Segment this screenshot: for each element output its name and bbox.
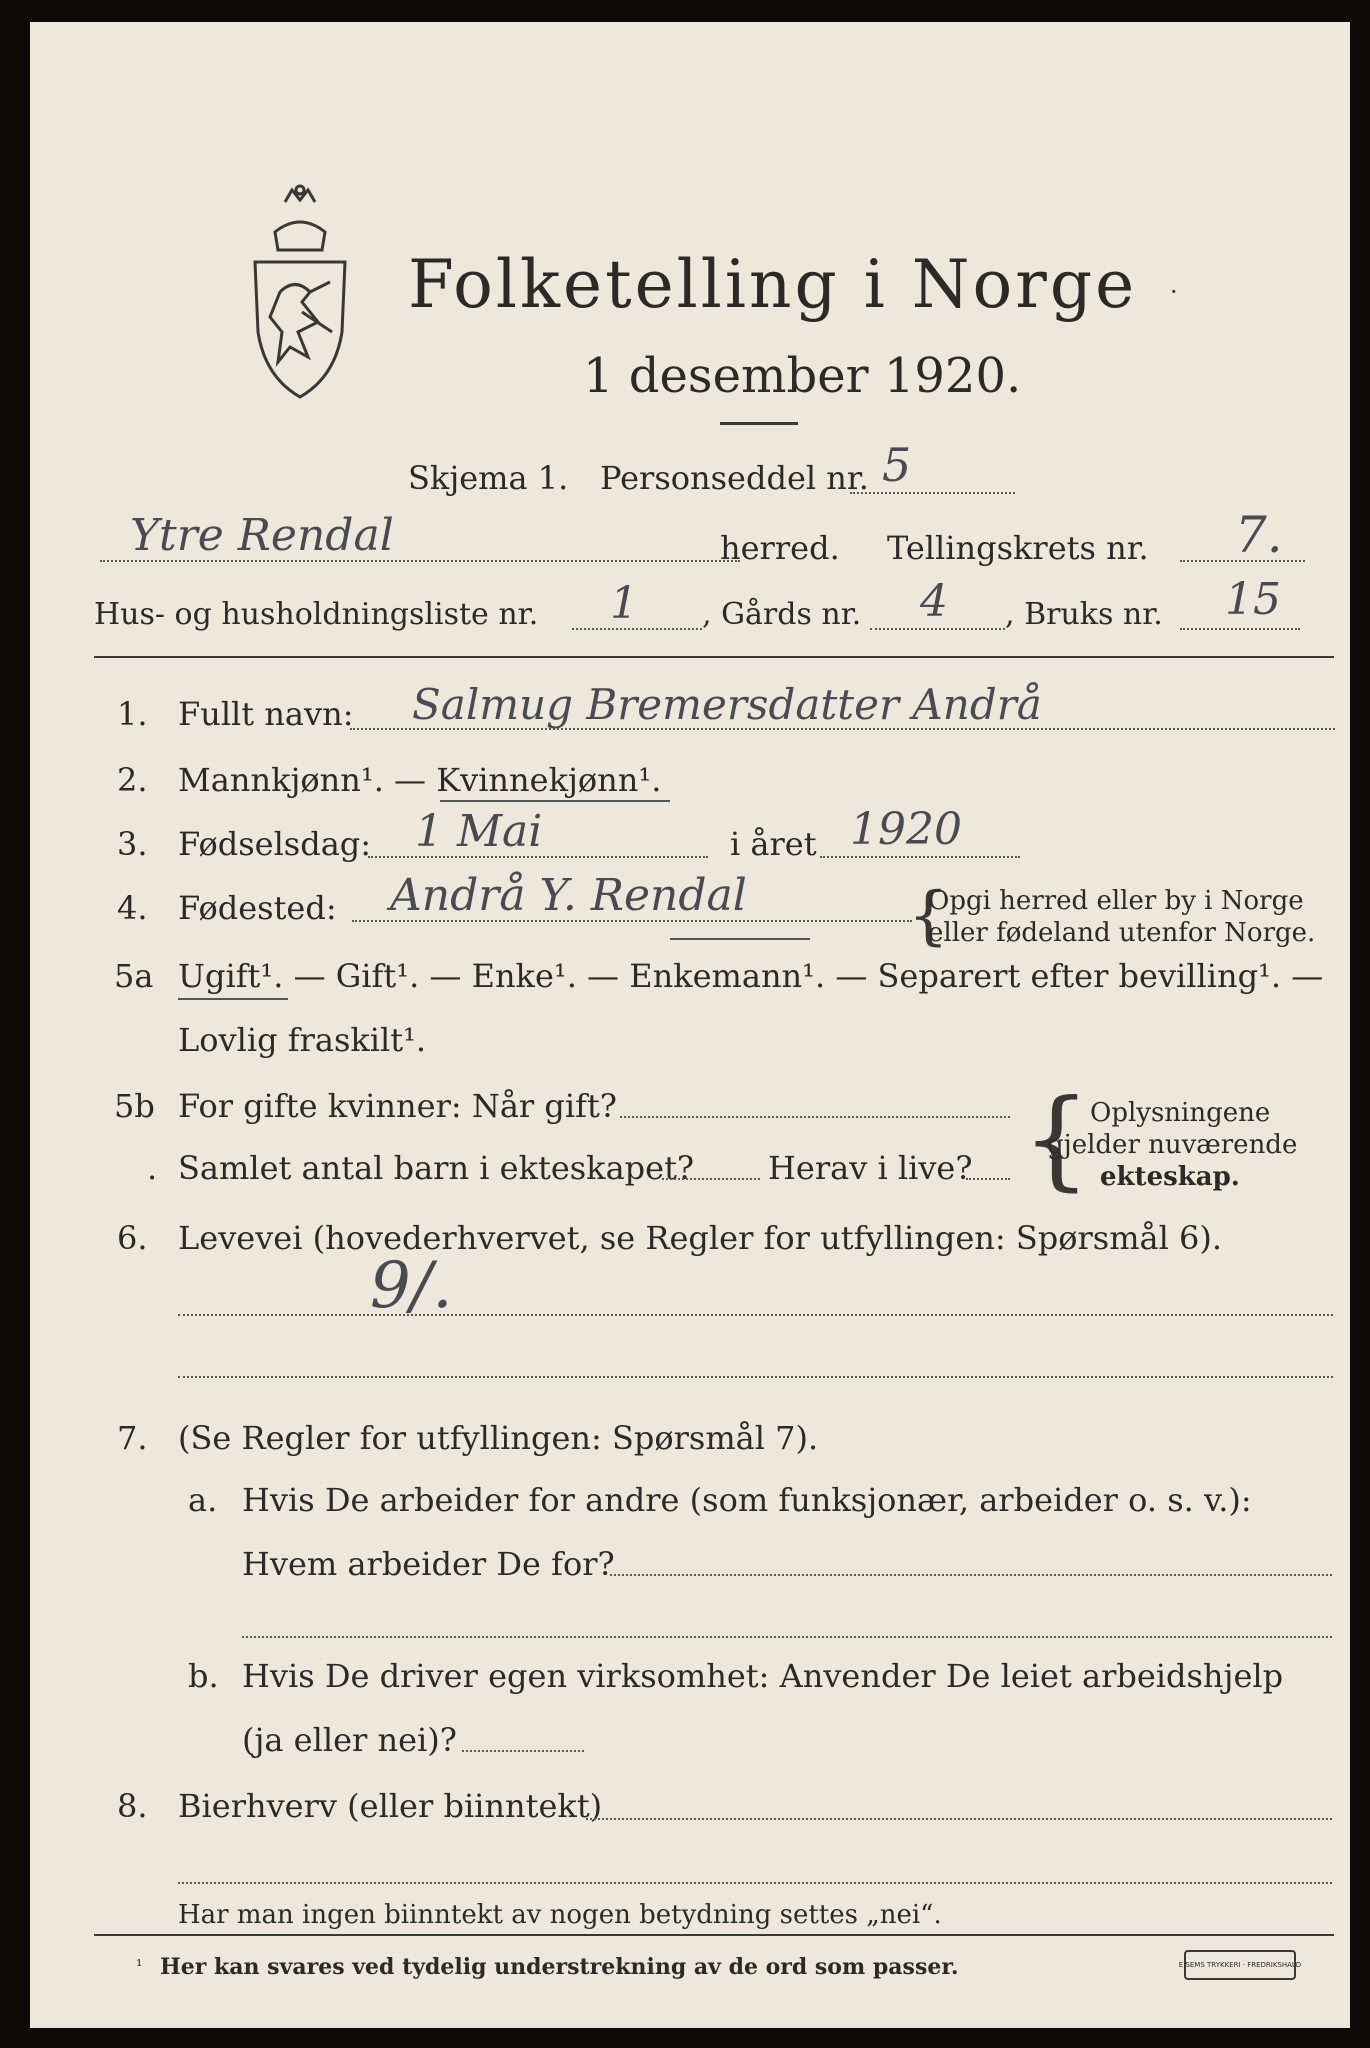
year-label: i året [730,825,817,863]
title-mark: · [1170,278,1178,306]
personseddel-field[interactable] [850,492,1015,494]
q5b-note-line2: gjelder nuværende [1047,1130,1298,1160]
q8-number: 8. [117,1787,148,1825]
herred-value: Ytre Rendal [130,510,394,561]
q5b-note-line3: ekteskap. [1100,1162,1240,1192]
personseddel-value: 5 [882,438,912,492]
q4-label: Fødested: [178,889,337,927]
skjema-label: Skjema 1. [408,459,569,497]
no-income-note: Har man ingen biinntekt av nogen betydning settes „nei“. [178,1900,942,1930]
bruks-label: , Bruks nr. [1005,597,1163,632]
gender-options[interactable]: Mannkjønn¹. — Kvinnekjønn¹. [178,761,662,799]
q7b-letter: b. [188,1657,219,1695]
q8-label: Bierhverv (eller biinntekt) [178,1787,603,1825]
q7b-line2: (ja eller nei)? [242,1721,457,1759]
q7b-line1: Hvis De driver egen virksomhet: Anvender De leiet arbeidshjelp [242,1657,1284,1695]
gards-value: 4 [920,576,948,627]
full-name-value: Salmug Bremersdatter Andrå [412,680,1042,729]
marital-underline [178,998,288,1000]
q3-number: 3. [117,825,148,863]
printer-stamp [1178,1950,1302,1980]
coat-of-arms-icon [240,182,360,412]
q7a-letter: a. [188,1481,218,1519]
q1-label: Fullt navn: [178,695,354,733]
gards-label: , Gårds nr. [702,597,862,632]
children-label: Samlet antal barn i ekteskapet? [178,1149,695,1187]
marital-status-options[interactable]: Ugift¹. — Gift¹. — Enke¹. — Enkemann¹. — Separert efter bevilling¹. — [178,957,1324,995]
q1-number: 1. [117,695,148,733]
census-date: 1 desember 1920. [583,348,1022,404]
side-income-field-1[interactable] [586,1818,1332,1820]
q5b-number: 5b [114,1087,155,1125]
q4-note-line2: eller fødeland utenfor Norge. [928,918,1316,948]
employer-field-1[interactable] [610,1574,1332,1576]
bruks-field[interactable] [1180,628,1300,630]
side-income-field-2[interactable] [178,1882,1332,1884]
q4-brace: { [908,879,949,953]
bruks-value: 15 [1225,574,1281,625]
personseddel-label: Personseddel nr. [600,459,869,497]
q5b-prefix: . [147,1149,158,1187]
q3-label: Fødselsdag: [178,825,372,863]
title-divider [720,422,798,425]
header-rule [94,656,1334,658]
footnote-text: Her kan svares ved tydelig understrekning av de ord som passer. [160,1954,959,1980]
birthplace-underline [670,938,810,940]
q5a-number: 5a [114,957,154,995]
q7-label: (Se Regler for utfyllingen: Spørsmål 7). [178,1419,819,1457]
birth-year-value: 1920 [850,804,962,855]
q5b-note-line1: Oplysningene [1090,1098,1271,1128]
q6-number: 6. [117,1219,148,1257]
footer-rule [94,1934,1334,1936]
q4-number: 4. [117,889,148,927]
census-form-page [30,22,1350,2028]
q7a-line1: Hvis De arbeider for andre (som funksjonær, arbeider o. s. v.): [242,1481,1252,1519]
gards-field[interactable] [870,628,1005,630]
footnote-mark: ¹ [136,1956,143,1975]
employer-field-2[interactable] [242,1636,1332,1638]
q2-number: 2. [117,761,148,799]
tellingskrets-value: 7. [1235,506,1283,564]
children-field[interactable] [662,1178,760,1180]
husliste-label: Hus- og husholdningsliste nr. [94,597,539,632]
occupation-field-1[interactable] [178,1314,1333,1316]
marital-status-line2[interactable]: Lovlig fraskilt¹. [178,1021,427,1059]
alive-field[interactable] [966,1178,1010,1180]
hired-help-field[interactable] [462,1750,584,1752]
birth-year-field[interactable] [820,856,1020,858]
herred-label: herred. [720,529,840,567]
husliste-value: 1 [610,578,638,629]
when-married-label: For gifte kvinner: Når gift? [178,1087,617,1125]
form-title: Folketelling i Norge [408,246,1138,323]
alive-label: Herav i live? [768,1149,973,1187]
q6-label: Levevei (hovederhvervet, se Regler for utfyllingen: Spørsmål 6). [178,1219,1223,1257]
occupation-value: 9/. [370,1249,453,1323]
gender-underline [440,800,670,802]
q5b-brace: { [1022,1077,1091,1202]
birthday-value: 1 Mai [415,806,543,857]
q7a-line2: Hvem arbeider De for? [242,1545,615,1583]
tellingskrets-label: Tellingskrets nr. [887,529,1149,567]
when-married-field[interactable] [620,1116,1010,1118]
birthplace-value: Andrå Y. Rendal [390,870,747,921]
q4-note-line1: Opgi herred eller by i Norge [928,886,1304,916]
occupation-field-2[interactable] [178,1376,1333,1378]
q7-number: 7. [117,1419,148,1457]
printer-stamp-text: E.SEMS TRYKKERI · FREDRIKSHALD [1178,1960,1302,1969]
